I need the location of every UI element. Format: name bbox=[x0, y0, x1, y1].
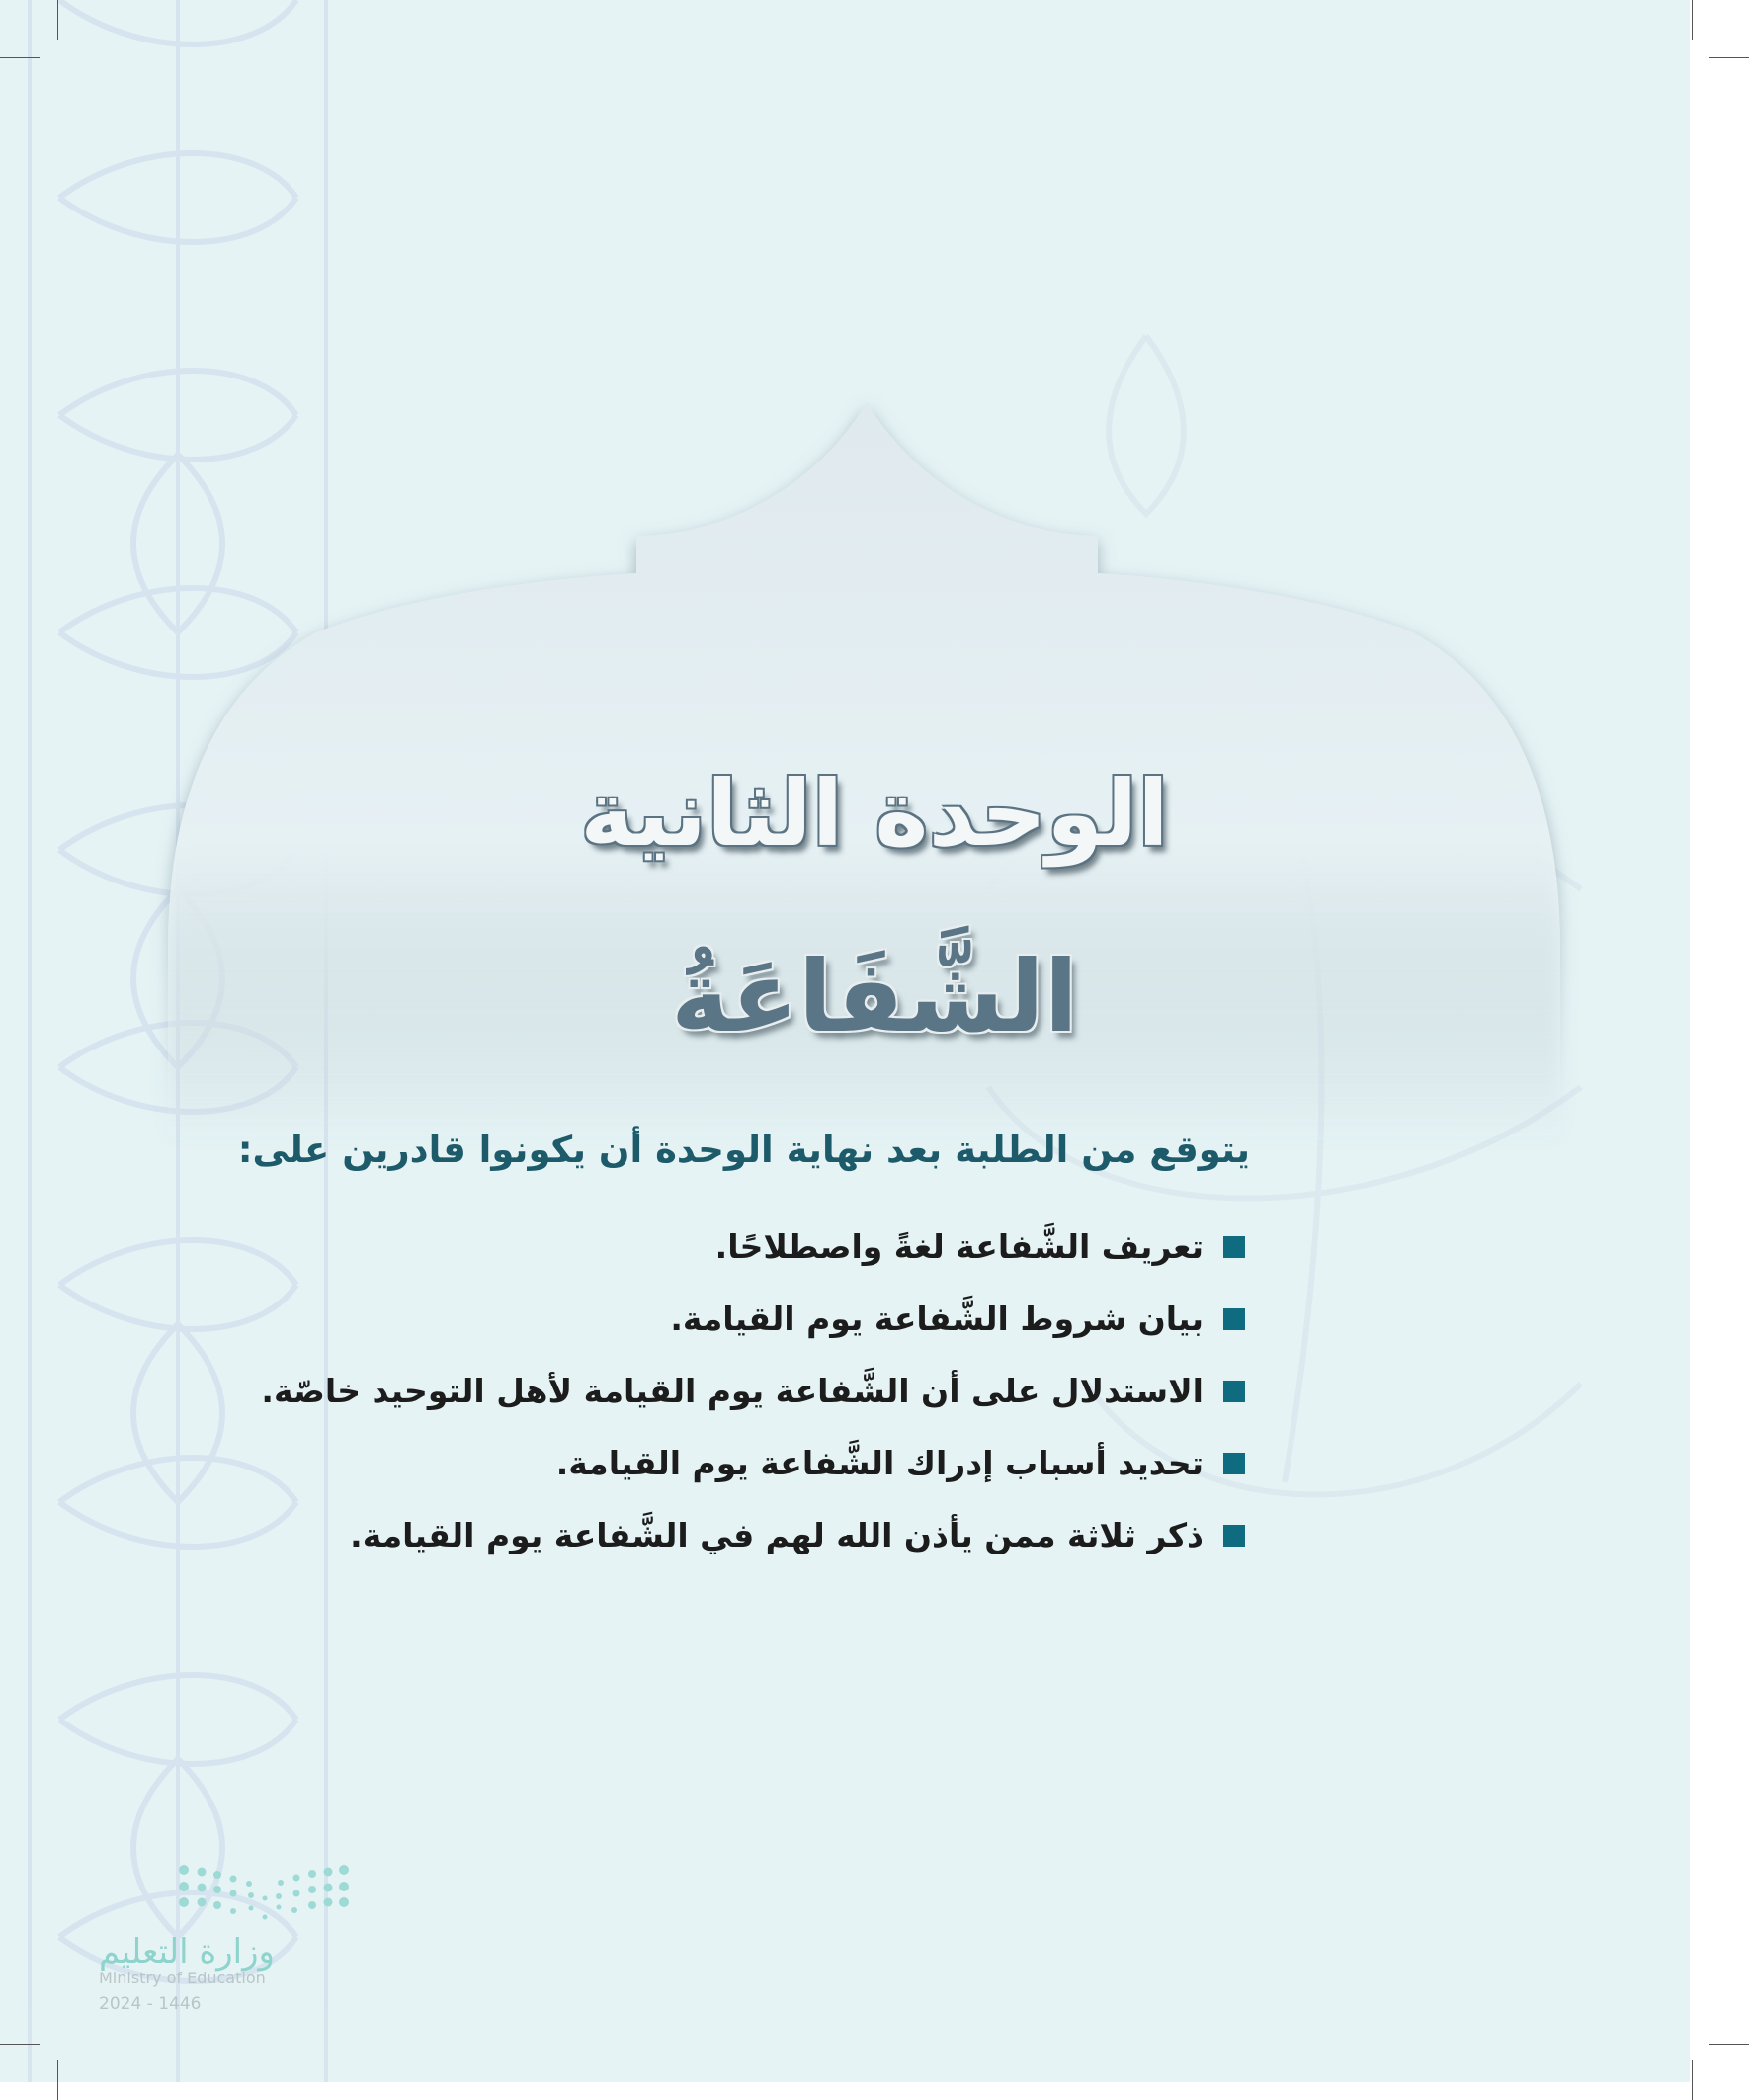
objective-text: ذكر ثلاثة ممن يأذن الله لهم في الشَّفاعة يوم القيامة. bbox=[350, 1516, 1204, 1554]
square-bullet-icon bbox=[1223, 1381, 1245, 1402]
crop-mark bbox=[1709, 57, 1749, 58]
square-bullet-icon bbox=[1223, 1236, 1245, 1258]
crop-mark bbox=[1692, 2060, 1693, 2100]
ministry-logo-dots-icon bbox=[97, 1858, 354, 1927]
objective-text: تحديد أسباب إدراك الشَّفاعة يوم القيامة. bbox=[555, 1444, 1204, 1482]
list-item bbox=[261, 1283, 1245, 1355]
list-item bbox=[261, 1211, 1245, 1283]
crop-mark bbox=[0, 57, 40, 58]
objectives-intro: يتوقع من الطلبة بعد نهاية الوحدة أن يكونوا قادرين على: bbox=[237, 1129, 1250, 1171]
square-bullet-icon bbox=[1223, 1525, 1245, 1547]
unit-topic-title: الشَّفَاعَةُ bbox=[670, 939, 1079, 1054]
square-bullet-icon bbox=[1223, 1308, 1245, 1330]
list-item bbox=[261, 1355, 1245, 1427]
objective-text: بيان شروط الشَّفاعة يوم القيامة. bbox=[670, 1300, 1204, 1338]
list-item bbox=[261, 1499, 1245, 1571]
crop-mark bbox=[57, 2060, 58, 2100]
objective-text: الاستدلال على أن الشَّفاعة يوم القيامة لأهل التوحيد خاصّة. bbox=[261, 1372, 1204, 1410]
ministry-name-english: Ministry of Education bbox=[99, 1969, 266, 1987]
crop-mark bbox=[57, 0, 58, 40]
objective-text: تعريف الشَّفاعة لغةً واصطلاحًا. bbox=[714, 1227, 1204, 1266]
crop-mark bbox=[1709, 2044, 1749, 2045]
edition-year: 2024 - 1446 bbox=[99, 1994, 202, 2014]
crop-mark bbox=[0, 2044, 40, 2045]
list-item bbox=[261, 1427, 1245, 1499]
unit-number-title: الوحدة الثانية bbox=[580, 761, 1169, 867]
square-bullet-icon bbox=[1223, 1453, 1245, 1474]
crop-mark bbox=[1692, 0, 1693, 40]
objectives-list bbox=[261, 1211, 1245, 1571]
ministry-name-arabic: وزارة التعليم bbox=[99, 1932, 275, 1972]
